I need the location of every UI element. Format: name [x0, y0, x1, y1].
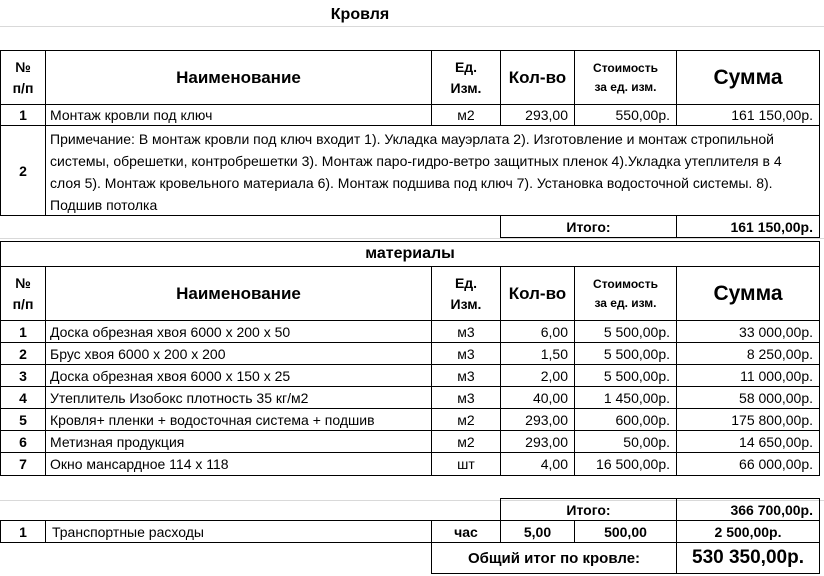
material-row-name: Кровля+ пленки + водосточная система + подшив	[45, 408, 432, 431]
material-row-unit: м2	[431, 408, 501, 431]
header-no-line1: №	[15, 58, 31, 75]
material-row-sum: 58 000,00р.	[676, 386, 820, 409]
material-row-qty: 4,00	[500, 452, 575, 476]
material-row-unit: м2	[431, 430, 501, 453]
note-no: 2	[0, 125, 46, 216]
material-row-no: 5	[0, 408, 46, 431]
material-row-unit: м3	[431, 342, 501, 365]
header-unit-line2: Изм.	[450, 79, 482, 96]
transport-sum: 2 500,00р.	[676, 520, 820, 543]
roof-row-sum: 161 150,00р.	[676, 104, 820, 126]
material-row-price: 5 500,00р.	[574, 320, 677, 343]
material-row-name: Метизная продукция	[45, 430, 432, 453]
material-row-no: 3	[0, 364, 46, 387]
material-row-price: 50,00р.	[574, 430, 677, 453]
transport-no: 1	[0, 520, 46, 543]
material-row-no: 7	[0, 452, 46, 476]
grand-total-label: Общий итог по кровле:	[431, 542, 677, 574]
materials-title: материалы	[0, 241, 820, 267]
material-row-price: 1 450,00р.	[574, 386, 677, 409]
material-row-qty: 2,00	[500, 364, 575, 387]
material-row-price: 600,00р.	[574, 408, 677, 431]
material-row-sum: 14 650,00р.	[676, 430, 820, 453]
header-unit-line1: Ед.	[454, 58, 478, 75]
material-row-price: 5 500,00р.	[574, 364, 677, 387]
header-sum: Сумма	[676, 50, 820, 105]
header-no	[0, 266, 46, 321]
transport-price: 500,00	[574, 520, 677, 543]
transport-name: Транспортные расходы	[45, 520, 432, 543]
material-row-no: 4	[0, 386, 46, 409]
material-row-qty: 1,50	[500, 342, 575, 365]
material-row-no: 2	[0, 342, 46, 365]
header-cost-line2: за ед. изм.	[594, 79, 657, 94]
material-row-unit: м3	[431, 320, 501, 343]
header-name: Наименование	[45, 50, 432, 105]
note-text: Примечание: В монтаж кровли под ключ входит 1). Укладка мауэрлата 2). Изготовление и монтаж стропильной системы, обрешетки, контробрешетки 3). Монтаж паро-гидро-ветро защитных пленок 4).Укладка утеплителя в 4 слоя 5). Монтаж кровельного материала 6). Монтаж подшива под ключ 7). Установка водосточной системы. 8). Подшив потолка	[45, 125, 820, 216]
transport-unit: час	[431, 520, 501, 543]
roof-row-price: 550,00р.	[574, 104, 677, 126]
material-row-price: 5 500,00р.	[574, 342, 677, 365]
roof-total-label: Итого:	[500, 215, 677, 238]
material-row-sum: 175 800,00р.	[676, 408, 820, 431]
header-no-line1: №	[15, 274, 31, 291]
header-cost-line1: Стоимость	[593, 276, 658, 291]
grand-total-value: 530 350,00р.	[676, 542, 820, 574]
material-row-no: 6	[0, 430, 46, 453]
header-unit-line1: Ед.	[454, 274, 478, 291]
header-cost	[574, 266, 677, 321]
header-unit	[431, 50, 501, 105]
material-row-qty: 293,00	[500, 430, 575, 453]
header-no-line2: п/п	[12, 295, 34, 312]
roof-row-qty: 293,00	[500, 104, 575, 126]
header-cost-line2: за ед. изм.	[594, 295, 657, 310]
header-no-line2: п/п	[12, 79, 34, 96]
roof-row-unit: м2	[431, 104, 501, 126]
material-row-name: Доска обрезная хвоя 6000 х 150 х 25	[45, 364, 432, 387]
gridline	[0, 238, 824, 239]
roof-row-name: Монтаж кровли под ключ	[45, 104, 432, 126]
material-row-name: Брус хвоя 6000 х 200 х 200	[45, 342, 432, 365]
materials-total-value: 366 700,00р.	[676, 498, 820, 521]
material-row-unit: м3	[431, 364, 501, 387]
header-sum: Сумма	[676, 266, 820, 321]
material-row-name: Доска обрезная хвоя 6000 х 200 х 50	[45, 320, 432, 343]
material-row-price: 16 500,00р.	[574, 452, 677, 476]
material-row-sum: 8 250,00р.	[676, 342, 820, 365]
material-row-qty: 293,00	[500, 408, 575, 431]
material-row-sum: 33 000,00р.	[676, 320, 820, 343]
material-row-unit: м3	[431, 386, 501, 409]
roof-total-value: 161 150,00р.	[676, 215, 820, 238]
header-qty: Кол-во	[500, 266, 575, 321]
gridline	[0, 26, 824, 27]
material-row-sum: 11 000,00р.	[676, 364, 820, 387]
material-row-unit: шт	[431, 452, 501, 476]
section-title: Кровля	[330, 6, 390, 23]
header-name: Наименование	[45, 266, 432, 321]
material-row-name: Окно мансардное 114 х 118	[45, 452, 432, 476]
roof-row-no: 1	[0, 104, 46, 126]
header-unit-line2: Изм.	[450, 295, 482, 312]
header-unit	[431, 266, 501, 321]
transport-qty: 5,00	[500, 520, 575, 543]
material-row-name: Утеплитель Изобокс плотность 35 кг/м2	[45, 386, 432, 409]
material-row-sum: 66 000,00р.	[676, 452, 820, 476]
header-cost-line1: Стоимость	[593, 60, 658, 75]
header-qty: Кол-во	[500, 50, 575, 105]
materials-total-label: Итого:	[500, 498, 677, 521]
header-no	[0, 50, 46, 105]
header-cost	[574, 50, 677, 105]
material-row-qty: 40,00	[500, 386, 575, 409]
material-row-qty: 6,00	[500, 320, 575, 343]
material-row-no: 1	[0, 320, 46, 343]
